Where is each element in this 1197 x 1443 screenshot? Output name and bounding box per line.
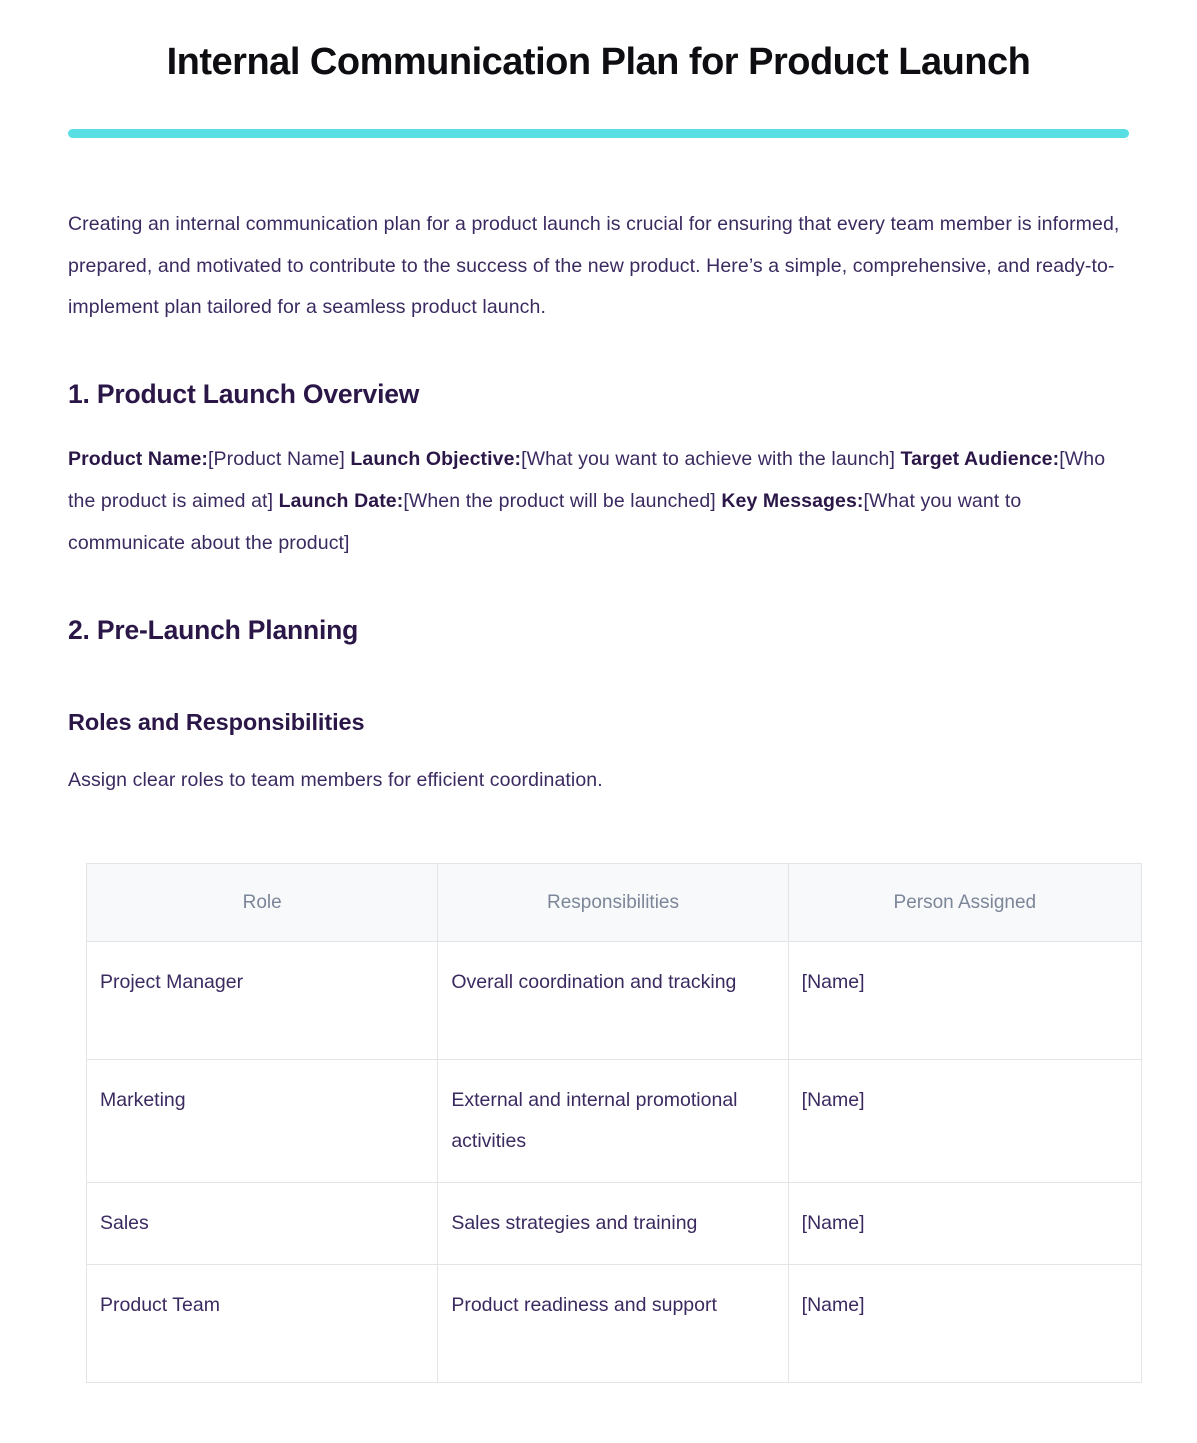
table-row xyxy=(87,1183,1142,1265)
roles-description: Assign clear roles to team members for efficient coordination. xyxy=(68,769,603,792)
table-head xyxy=(87,864,1142,942)
section-heading-pre-launch: 2. Pre-Launch Planning xyxy=(68,614,359,645)
cell-responsibilities: Overall coordination and tracking xyxy=(438,942,788,1060)
field-value-launch-objective: [What you want to achieve with the launch] xyxy=(521,448,895,471)
field-label-target-audience: Target Audience: xyxy=(900,448,1060,471)
cell-person-assigned: [Name] xyxy=(788,942,1141,1060)
field-label-product-name: Product Name: xyxy=(68,448,208,471)
table-column-header-role: Role xyxy=(87,864,438,942)
field-label-launch-date: Launch Date: xyxy=(278,490,404,513)
field-label-launch-objective: Launch Objective: xyxy=(350,448,522,471)
table-column-header-responsibilities: Responsibilities xyxy=(438,864,788,942)
cell-responsibilities: Sales strategies and training xyxy=(438,1183,788,1265)
sub-heading-roles-responsibilities: Roles and Responsibilities xyxy=(68,708,365,735)
roles-table xyxy=(86,863,1142,1383)
field-label-key-messages: Key Messages: xyxy=(721,490,864,513)
cell-role: Sales xyxy=(87,1183,438,1265)
table-body xyxy=(87,942,1142,1383)
table-row xyxy=(87,1060,1142,1183)
cell-person-assigned: [Name] xyxy=(788,1183,1141,1265)
field-value-launch-date: [When the product will be launched] xyxy=(403,490,716,513)
cell-role: Project Manager xyxy=(87,942,438,1060)
table-row xyxy=(87,1265,1142,1383)
intro-paragraph: Creating an internal communication plan for a product launch is crucial for ensuring that every team member is informed, prepared, and motivated to contribute to the success of the new product. Here’s a simple, comprehensive, and ready-to-implement plan tailored for a seamless product launch. xyxy=(68,212,1120,319)
cell-responsibilities: External and internal promotional activities xyxy=(438,1060,788,1183)
field-value-product-name: [Product Name] xyxy=(208,448,345,471)
overview-fields-paragraph xyxy=(68,413,1129,565)
cell-responsibilities: Product readiness and support xyxy=(438,1265,788,1383)
table-row xyxy=(87,942,1142,1060)
accent-divider-wrap xyxy=(0,87,1197,138)
table-column-header-person-assigned: Person Assigned xyxy=(788,864,1141,942)
cell-role: Product Team xyxy=(87,1265,438,1383)
document-content xyxy=(0,138,1197,1384)
cell-person-assigned: [Name] xyxy=(788,1265,1141,1383)
field-value-key-messages: [What you want to communicate about the product] xyxy=(68,490,1022,554)
accent-divider xyxy=(68,129,1129,138)
cell-role: Marketing xyxy=(87,1060,438,1183)
cell-person-assigned: [Name] xyxy=(788,1060,1141,1183)
page-title: Internal Communication Plan for Product Launch xyxy=(166,41,1031,83)
field-value-target-audience: [Who the product is aimed at] xyxy=(68,448,1106,513)
roles-table-wrap xyxy=(68,799,1129,1383)
section-heading-overview: 1. Product Launch Overview xyxy=(68,379,420,410)
table-header-row xyxy=(87,864,1142,942)
